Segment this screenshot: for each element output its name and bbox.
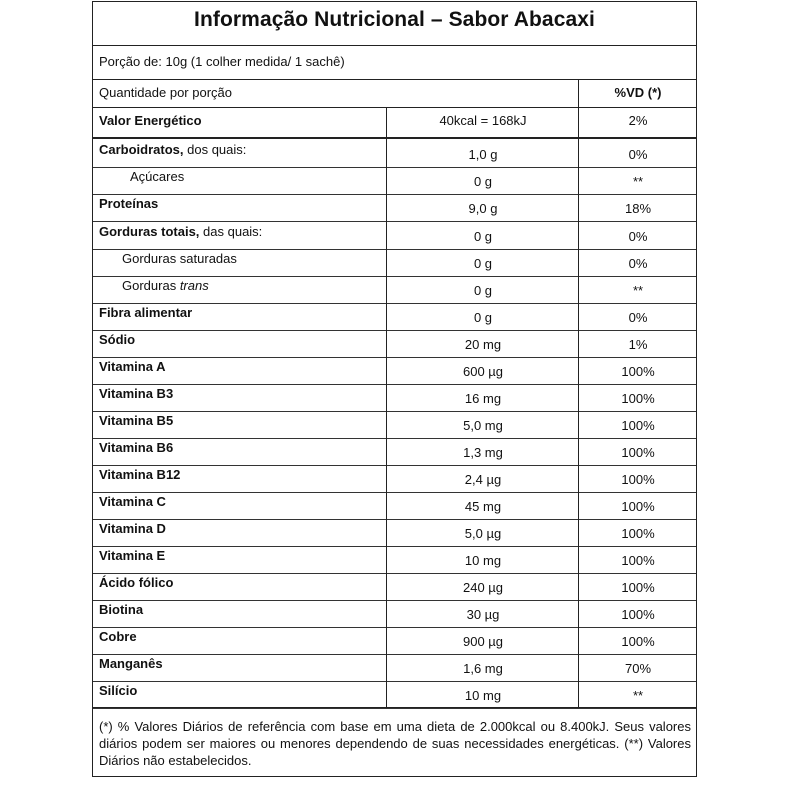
nutrient-name: Vitamina E — [99, 548, 166, 563]
nutrient-vd: 100% — [621, 418, 655, 433]
nutrient-name: Carboidratos, dos quais: — [99, 142, 247, 157]
nutrient-vd: 70% — [624, 661, 652, 676]
row-divider — [93, 276, 696, 277]
nutrient-vd: 1% — [628, 337, 648, 352]
row-divider — [93, 411, 696, 412]
nutrient-name: Proteínas — [99, 196, 159, 211]
energy-col-line-1 — [386, 107, 387, 139]
nutrient-vd: 100% — [621, 580, 655, 595]
nutrient-quantity: 10 mg — [464, 553, 502, 568]
nutrient-name: Vitamina A — [99, 359, 166, 374]
nutrient-vd: 18% — [624, 201, 652, 216]
nutrient-quantity: 1,0 g — [468, 147, 498, 162]
nutrition-facts-label — [92, 1, 697, 777]
nutrient-name: Silício — [99, 683, 138, 698]
nutrient-quantity: 0 g — [473, 283, 493, 298]
nutrient-quantity: 0 g — [473, 256, 493, 271]
nutrient-quantity: 900 µg — [462, 634, 504, 649]
nutrient-vd: ** — [632, 688, 644, 703]
nutrient-name: Vitamina B5 — [99, 413, 174, 428]
nutrient-quantity: 2,4 µg — [464, 472, 502, 487]
nutrient-quantity: 5,0 µg — [464, 526, 502, 541]
row-divider — [93, 194, 696, 195]
nutrient-quantity: 1,6 mg — [463, 661, 503, 676]
row-divider — [93, 249, 696, 250]
row-divider — [93, 492, 696, 493]
row-divider — [93, 681, 696, 682]
row-divider — [93, 167, 696, 168]
nutrient-name: Fibra alimentar — [99, 305, 193, 320]
nutrient-vd: 100% — [621, 472, 655, 487]
nutrient-quantity: 0 g — [473, 229, 493, 244]
nutrient-name: Ácido fólico — [99, 575, 174, 590]
label-title: Informação Nutricional – Sabor Abacaxi — [194, 8, 595, 31]
nutrient-name: Açúcares — [130, 169, 185, 184]
nutrient-quantity: 240 µg — [462, 580, 504, 595]
nutrient-quantity: 0 g — [473, 174, 493, 189]
nutrient-vd: 100% — [621, 634, 655, 649]
vd-header: %VD (*) — [614, 85, 662, 100]
nutrient-name: Gorduras totais, das quais: — [99, 224, 263, 239]
nutrient-vd: 0% — [628, 147, 648, 162]
nutrient-vd: ** — [632, 174, 644, 189]
header-divider — [93, 107, 696, 108]
nutrient-vd: 0% — [628, 310, 648, 325]
nutrient-vd: 100% — [621, 391, 655, 406]
nutrient-vd: 100% — [621, 364, 655, 379]
nutrient-name: Cobre — [99, 629, 137, 644]
row-divider — [93, 654, 696, 655]
nutrient-quantity: 5,0 mg — [463, 418, 503, 433]
nutrient-name: Vitamina B6 — [99, 440, 174, 455]
nutrient-quantity: 20 mg — [464, 337, 502, 352]
nutrient-vd: 0% — [628, 256, 648, 271]
nutrient-quantity: 10 mg — [464, 688, 502, 703]
row-divider — [93, 708, 696, 709]
nutrient-quantity: 30 µg — [466, 607, 500, 622]
nutrient-name: Vitamina D — [99, 521, 166, 536]
nutrient-quantity: 0 g — [473, 310, 493, 325]
column-separator — [578, 139, 579, 707]
row-divider — [93, 573, 696, 574]
nutrient-name: Manganês — [99, 656, 163, 671]
row-divider — [93, 438, 696, 439]
row-divider — [93, 384, 696, 385]
energy-vd: 2% — [628, 113, 648, 128]
nutrient-quantity: 600 µg — [462, 364, 504, 379]
nutrient-quantity: 45 mg — [464, 499, 502, 514]
row-divider — [93, 330, 696, 331]
row-divider — [93, 303, 696, 304]
energy-name: Valor Energético — [99, 113, 202, 128]
nutrient-name: Gorduras trans — [122, 278, 209, 293]
nutrient-name: Vitamina C — [99, 494, 166, 509]
serving-size: Porção de: 10g (1 colher medida/ 1 sachê) — [99, 54, 345, 69]
nutrient-quantity: 16 mg — [464, 391, 502, 406]
serving-divider — [93, 79, 696, 80]
nutrient-name: Vitamina B3 — [99, 386, 174, 401]
energy-qty: 40kcal = 168kJ — [439, 113, 527, 128]
nutrient-name: Biotina — [99, 602, 144, 617]
nutrient-vd: 100% — [621, 553, 655, 568]
nutrient-name: Gorduras saturadas — [122, 251, 237, 266]
energy-col-line-2 — [578, 79, 579, 139]
title-divider — [93, 45, 696, 46]
footnote: (*) % Valores Diários de referência com base em uma dieta de 2.000kcal ou 8.400kJ. Seus valores diários podem ser maiores ou menores dependendo de suas necessidades energéticas. (**) Valores Diários não estabelecidos. — [99, 719, 691, 768]
row-divider — [93, 221, 696, 222]
nutrient-vd: ** — [632, 283, 644, 298]
column-separator — [386, 139, 387, 707]
nutrient-quantity: 9,0 g — [468, 201, 498, 216]
nutrient-vd: 100% — [621, 526, 655, 541]
row-divider — [93, 465, 696, 466]
nutrient-vd: 100% — [621, 607, 655, 622]
row-divider — [93, 546, 696, 547]
nutrient-vd: 0% — [628, 229, 648, 244]
nutrient-name: Sódio — [99, 332, 136, 347]
row-divider — [93, 357, 696, 358]
nutrient-name: Vitamina B12 — [99, 467, 181, 482]
nutrient-vd: 100% — [621, 445, 655, 460]
row-divider — [93, 600, 696, 601]
nutrient-quantity: 1,3 mg — [463, 445, 503, 460]
energy-divider — [93, 137, 696, 139]
row-divider — [93, 519, 696, 520]
quantity-header: Quantidade por porção — [99, 85, 232, 100]
nutrient-vd: 100% — [621, 499, 655, 514]
row-divider — [93, 627, 696, 628]
